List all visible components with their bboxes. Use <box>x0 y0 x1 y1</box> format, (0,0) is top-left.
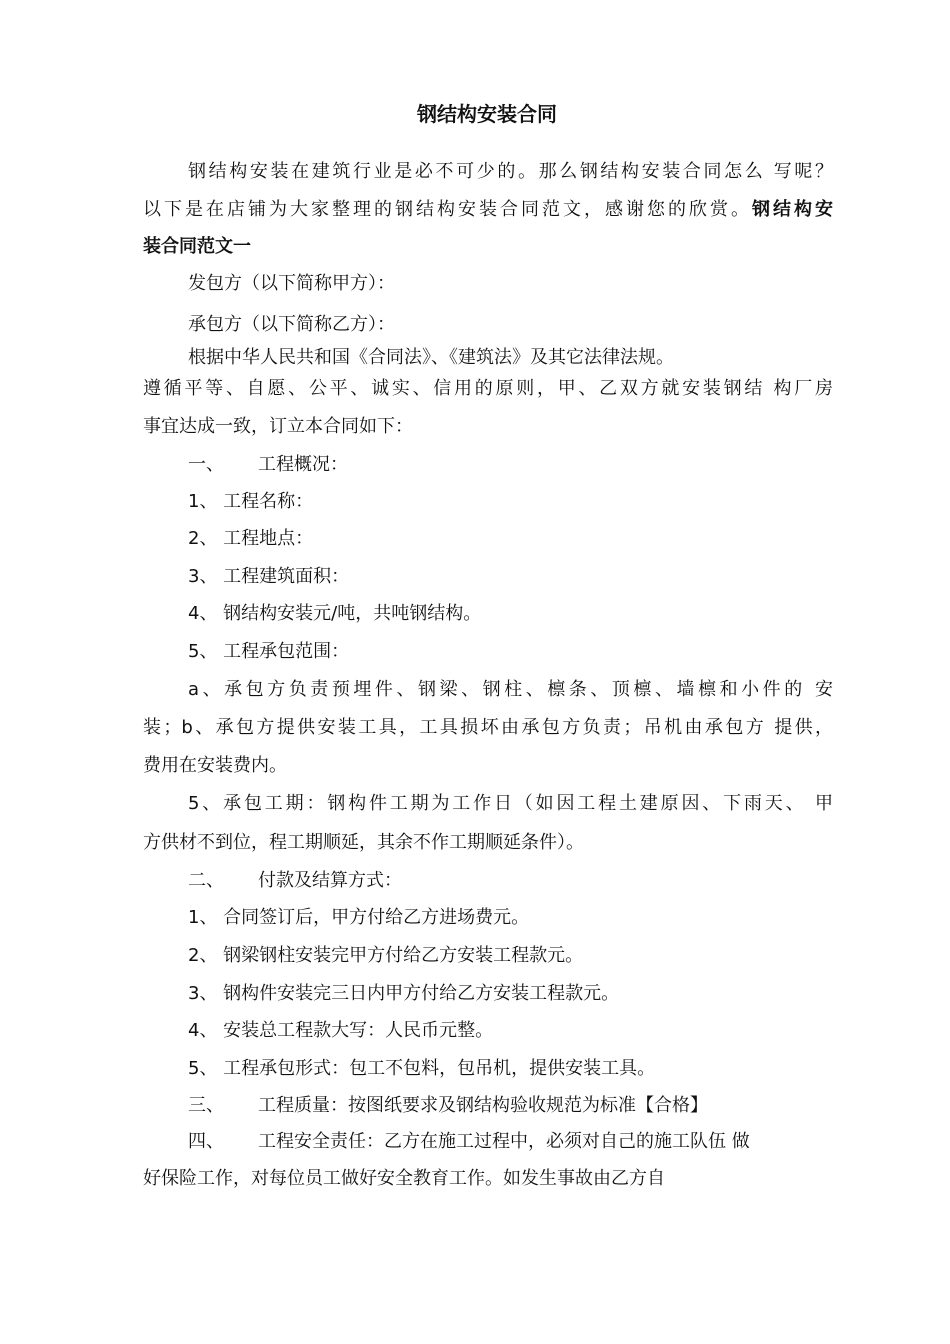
intro-text: 以下是在店铺为大家整理的钢结构安装合同范文，感谢您的欣赏。 <box>143 199 752 220</box>
section4-text: 工程安全责任：乙方在施工过程中，必须对自己的施工队伍 做 <box>258 1131 750 1152</box>
basis-line-3: 事宜达成一致，订立本合同如下： <box>143 416 413 437</box>
party-b-label: 承包方（以下简称乙方）： <box>188 314 395 335</box>
section2-item-3: 3、 钢构件安装完三日内甲方付给乙方安装工程款元。 <box>188 983 620 1004</box>
scope-line-1: a、承包方负责预埋件、钢梁、钢柱、檩条、顶檩、墙檩和小件的 安 <box>188 679 833 700</box>
intro-line-1: 钢结构安装在建筑行业是必不可少的。那么钢结构安装合同怎么 写呢？ <box>188 161 833 182</box>
intro-bold-heading-end: 装合同范文一 <box>143 236 251 257</box>
section1-number: 一、 <box>188 454 224 475</box>
period-line-1: 5、承包工期：钢构件工期为工作日（如因工程土建原因、下雨天、 甲 <box>188 793 833 814</box>
period-line-2: 方供材不到位，程工期顺延，其余不作工期顺延条件）。 <box>143 832 584 853</box>
section1-title: 工程概况： <box>258 454 348 475</box>
section3-number: 三、 <box>188 1095 224 1116</box>
section1-item-1: 1、 工程名称： <box>188 491 314 512</box>
section1-item-3: 3、 工程建筑面积： <box>188 566 350 587</box>
section1-item-5: 5、 工程承包范围： <box>188 641 350 662</box>
section2-number: 二、 <box>188 870 224 891</box>
section4-number: 四、 <box>188 1131 224 1152</box>
section3-text: 工程质量：按图纸要求及钢结构验收规范为标准【合格】 <box>258 1095 708 1116</box>
section4-line-2: 好保险工作，对每位员工做好安全教育工作。如发生事故由乙方自 <box>143 1168 665 1189</box>
scope-line-3: 费用在安装费内。 <box>143 755 287 776</box>
section2-item-5: 5、 工程承包形式：包工不包料，包吊机，提供安装工具。 <box>188 1058 656 1079</box>
section4-line-1 <box>188 1127 833 1157</box>
section2-title: 付款及结算方式： <box>258 870 402 891</box>
basis-line-2: 遵循平等、自愿、公平、诚实、信用的原则，甲、乙双方就安装钢结 构厂房 <box>143 378 833 399</box>
section2-heading <box>188 866 833 896</box>
section2-item-1: 1、 合同签订后，甲方付给乙方进场费元。 <box>188 907 530 928</box>
party-a-label: 发包方（以下简称甲方）： <box>188 273 395 294</box>
scope-line-2: 装；b、承包方提供安装工具，工具损坏由承包方负责；吊机由承包方 提供， <box>143 717 833 738</box>
section1-item-2: 2、 工程地点： <box>188 528 314 549</box>
section3-line <box>188 1091 833 1121</box>
section1-heading <box>188 450 833 480</box>
basis-line-1: 根据中华人民共和国《合同法》、《建筑法》及其它法律法规。 <box>188 347 674 368</box>
intro-bold-heading-start: 钢结构安 <box>752 199 833 220</box>
intro-line-2 <box>143 195 833 225</box>
section1-item-4: 4、 钢结构安装元/吨，共吨钢结构。 <box>188 603 482 624</box>
section2-item-2: 2、 钢梁钢柱安装完甲方付给乙方安装工程款元。 <box>188 945 584 966</box>
document-title: 钢结构安装合同 <box>417 102 557 126</box>
section2-item-4: 4、 安装总工程款大写：人民币元整。 <box>188 1020 494 1041</box>
